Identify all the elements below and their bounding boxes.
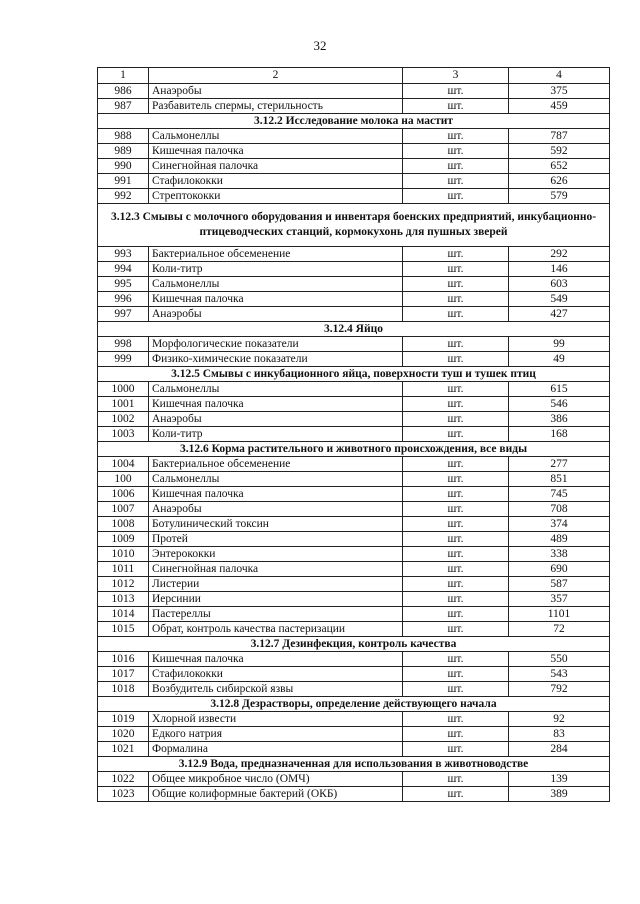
- unit-cell: шт.: [403, 99, 509, 114]
- price-cell: 1101: [509, 607, 610, 622]
- service-name: Анаэробы: [149, 84, 403, 99]
- price-cell: 851: [509, 472, 610, 487]
- price-cell: 489: [509, 532, 610, 547]
- unit-cell: шт.: [403, 337, 509, 352]
- service-name: Кишечная палочка: [149, 397, 403, 412]
- unit-cell: шт.: [403, 727, 509, 742]
- section-title: 3.12.7 Дезинфекция, контроль качества: [98, 637, 610, 652]
- section-heading-row: [98, 757, 610, 772]
- unit-cell: шт.: [403, 592, 509, 607]
- service-name: Синегнойная палочка: [149, 562, 403, 577]
- unit-cell: шт.: [403, 412, 509, 427]
- section-title: 3.12.6 Корма растительного и животного происхождения, все виды: [98, 442, 610, 457]
- table-row: [98, 277, 610, 292]
- service-name: Морфологические показатели: [149, 337, 403, 352]
- unit-cell: шт.: [403, 787, 509, 802]
- service-name: Формалина: [149, 742, 403, 757]
- row-number: 992: [98, 189, 149, 204]
- unit-cell: шт.: [403, 247, 509, 262]
- unit-cell: шт.: [403, 502, 509, 517]
- service-name: Возбудитель сибирской язвы: [149, 682, 403, 697]
- unit-cell: шт.: [403, 652, 509, 667]
- unit-cell: шт.: [403, 189, 509, 204]
- service-name: Кишечная палочка: [149, 652, 403, 667]
- price-cell: 587: [509, 577, 610, 592]
- section-heading-row: [98, 114, 610, 129]
- table-row: [98, 159, 610, 174]
- price-cell: 690: [509, 562, 610, 577]
- unit-cell: шт.: [403, 397, 509, 412]
- price-cell: 592: [509, 144, 610, 159]
- row-number: 1017: [98, 667, 149, 682]
- service-name: Кишечная палочка: [149, 144, 403, 159]
- table-row: [98, 307, 610, 322]
- section-heading-row: [98, 442, 610, 457]
- price-cell: 615: [509, 382, 610, 397]
- unit-cell: шт.: [403, 472, 509, 487]
- price-cell: 745: [509, 487, 610, 502]
- row-number: 994: [98, 262, 149, 277]
- row-number: 987: [98, 99, 149, 114]
- service-name: Анаэробы: [149, 502, 403, 517]
- table-row: [98, 622, 610, 637]
- row-number: 997: [98, 307, 149, 322]
- section-heading-row: [98, 697, 610, 712]
- unit-cell: шт.: [403, 577, 509, 592]
- price-cell: 459: [509, 99, 610, 114]
- table-row: [98, 607, 610, 622]
- unit-cell: шт.: [403, 382, 509, 397]
- service-name: Ботулинический токсин: [149, 517, 403, 532]
- row-number: 1011: [98, 562, 149, 577]
- unit-cell: шт.: [403, 352, 509, 367]
- price-cell: 357: [509, 592, 610, 607]
- service-name: Стрептококки: [149, 189, 403, 204]
- price-table-body: [98, 68, 610, 802]
- table-row: [98, 562, 610, 577]
- table-row: [98, 682, 610, 697]
- header-cell-3: 3: [403, 68, 509, 84]
- table-row: [98, 337, 610, 352]
- service-name: Физико-химические показатели: [149, 352, 403, 367]
- price-cell: 338: [509, 547, 610, 562]
- price-cell: 375: [509, 84, 610, 99]
- section-heading-row: [98, 637, 610, 652]
- table-row: [98, 99, 610, 114]
- table-row: [98, 84, 610, 99]
- row-number: 1014: [98, 607, 149, 622]
- table-row: [98, 247, 610, 262]
- section-heading-row: [98, 367, 610, 382]
- service-name: Анаэробы: [149, 412, 403, 427]
- unit-cell: шт.: [403, 682, 509, 697]
- price-cell: 708: [509, 502, 610, 517]
- unit-cell: шт.: [403, 307, 509, 322]
- row-number: 1016: [98, 652, 149, 667]
- row-number: 1006: [98, 487, 149, 502]
- row-number: 1008: [98, 517, 149, 532]
- row-number: 999: [98, 352, 149, 367]
- table-row: [98, 397, 610, 412]
- unit-cell: шт.: [403, 144, 509, 159]
- unit-cell: шт.: [403, 262, 509, 277]
- table-row: [98, 382, 610, 397]
- row-number: 1002: [98, 412, 149, 427]
- service-name: Сальмонеллы: [149, 382, 403, 397]
- service-name: Анаэробы: [149, 307, 403, 322]
- service-name: Стафилококки: [149, 667, 403, 682]
- unit-cell: шт.: [403, 772, 509, 787]
- service-name: Стафилококки: [149, 174, 403, 189]
- service-name: Синегнойная палочка: [149, 159, 403, 174]
- price-cell: 146: [509, 262, 610, 277]
- table-row: [98, 592, 610, 607]
- service-name: Энтерококки: [149, 547, 403, 562]
- price-cell: 72: [509, 622, 610, 637]
- section-title: 3.12.3 Смывы с молочного оборудования и инвентаря боенских предприятий, инкубационно-птицеводческих станций, кормокухонь для пушных зверей: [98, 204, 610, 247]
- header-row: [98, 68, 610, 84]
- service-name: Обрат, контроль качества пастеризации: [149, 622, 403, 637]
- header-cell-4: 4: [509, 68, 610, 84]
- row-number: 991: [98, 174, 149, 189]
- price-cell: 603: [509, 277, 610, 292]
- table-row: [98, 787, 610, 802]
- table-row: [98, 487, 610, 502]
- service-name: Разбавитель спермы, стерильность: [149, 99, 403, 114]
- row-number: 1000: [98, 382, 149, 397]
- service-name: Общее микробное число (ОМЧ): [149, 772, 403, 787]
- service-name: Бактериальное обсеменение: [149, 247, 403, 262]
- unit-cell: шт.: [403, 174, 509, 189]
- price-cell: 389: [509, 787, 610, 802]
- unit-cell: шт.: [403, 562, 509, 577]
- unit-cell: шт.: [403, 84, 509, 99]
- row-number: 1007: [98, 502, 149, 517]
- price-cell: 292: [509, 247, 610, 262]
- service-name: Коли-титр: [149, 427, 403, 442]
- table-row: [98, 457, 610, 472]
- table-row: [98, 772, 610, 787]
- unit-cell: шт.: [403, 742, 509, 757]
- table-row: [98, 712, 610, 727]
- row-number: 1018: [98, 682, 149, 697]
- unit-cell: шт.: [403, 487, 509, 502]
- row-number: 1009: [98, 532, 149, 547]
- price-cell: 652: [509, 159, 610, 174]
- table-row: [98, 174, 610, 189]
- service-name: Сальмонеллы: [149, 472, 403, 487]
- price-cell: 92: [509, 712, 610, 727]
- unit-cell: шт.: [403, 427, 509, 442]
- section-title: 3.12.5 Смывы с инкубационного яйца, поверхности туш и тушек птиц: [98, 367, 610, 382]
- service-name: Кишечная палочка: [149, 292, 403, 307]
- row-number: 996: [98, 292, 149, 307]
- table-row: [98, 129, 610, 144]
- unit-cell: шт.: [403, 622, 509, 637]
- service-name: Общие колиформные бактерий (ОКБ): [149, 787, 403, 802]
- price-cell: 579: [509, 189, 610, 204]
- table-row: [98, 144, 610, 159]
- price-cell: 139: [509, 772, 610, 787]
- table-row: [98, 517, 610, 532]
- price-cell: 792: [509, 682, 610, 697]
- table-row: [98, 412, 610, 427]
- row-number: 993: [98, 247, 149, 262]
- price-cell: 374: [509, 517, 610, 532]
- section-title: 3.12.8 Дезрастворы, определение действующего начала: [98, 697, 610, 712]
- row-number: 1015: [98, 622, 149, 637]
- row-number: 986: [98, 84, 149, 99]
- table-row: [98, 352, 610, 367]
- table-row: [98, 577, 610, 592]
- row-number: 989: [98, 144, 149, 159]
- row-number: 995: [98, 277, 149, 292]
- unit-cell: шт.: [403, 712, 509, 727]
- price-cell: 83: [509, 727, 610, 742]
- section-heading-row: [98, 322, 610, 337]
- unit-cell: шт.: [403, 517, 509, 532]
- row-number: 1001: [98, 397, 149, 412]
- row-number: 1013: [98, 592, 149, 607]
- row-number: 1003: [98, 427, 149, 442]
- table-row: [98, 652, 610, 667]
- service-name: Коли-титр: [149, 262, 403, 277]
- unit-cell: шт.: [403, 667, 509, 682]
- row-number: 998: [98, 337, 149, 352]
- unit-cell: шт.: [403, 159, 509, 174]
- table-row: [98, 742, 610, 757]
- service-name: Листерии: [149, 577, 403, 592]
- row-number: 1021: [98, 742, 149, 757]
- row-number: 1019: [98, 712, 149, 727]
- row-number: 1004: [98, 457, 149, 472]
- row-number: 988: [98, 129, 149, 144]
- section-title: 3.12.4 Яйцо: [98, 322, 610, 337]
- table-row: [98, 189, 610, 204]
- price-cell: 99: [509, 337, 610, 352]
- service-name: Сальмонеллы: [149, 129, 403, 144]
- table-row: [98, 532, 610, 547]
- price-cell: 550: [509, 652, 610, 667]
- table-row: [98, 292, 610, 307]
- price-cell: 386: [509, 412, 610, 427]
- unit-cell: шт.: [403, 547, 509, 562]
- row-number: 1012: [98, 577, 149, 592]
- header-cell-1: 1: [98, 68, 149, 84]
- price-cell: 543: [509, 667, 610, 682]
- unit-cell: шт.: [403, 277, 509, 292]
- row-number: 1023: [98, 787, 149, 802]
- price-cell: 626: [509, 174, 610, 189]
- service-name: Сальмонеллы: [149, 277, 403, 292]
- section-heading-row: [98, 204, 610, 247]
- unit-cell: шт.: [403, 607, 509, 622]
- row-number: 100: [98, 472, 149, 487]
- table-row: [98, 502, 610, 517]
- service-name: Кишечная палочка: [149, 487, 403, 502]
- unit-cell: шт.: [403, 129, 509, 144]
- price-cell: 546: [509, 397, 610, 412]
- table-row: [98, 547, 610, 562]
- service-name: Пастереллы: [149, 607, 403, 622]
- price-cell: 284: [509, 742, 610, 757]
- service-name: Едкого натрия: [149, 727, 403, 742]
- table-row: [98, 727, 610, 742]
- price-table: [97, 67, 610, 802]
- price-cell: 168: [509, 427, 610, 442]
- page-number: 32: [313, 38, 327, 53]
- row-number: 990: [98, 159, 149, 174]
- service-name: Протей: [149, 532, 403, 547]
- service-name: Хлорной извести: [149, 712, 403, 727]
- table-row: [98, 427, 610, 442]
- price-cell: 549: [509, 292, 610, 307]
- row-number: 1010: [98, 547, 149, 562]
- header-cell-2: 2: [149, 68, 403, 84]
- row-number: 1020: [98, 727, 149, 742]
- price-cell: 427: [509, 307, 610, 322]
- unit-cell: шт.: [403, 457, 509, 472]
- price-cell: 787: [509, 129, 610, 144]
- price-cell: 49: [509, 352, 610, 367]
- service-name: Бактериальное обсеменение: [149, 457, 403, 472]
- unit-cell: шт.: [403, 292, 509, 307]
- table-row: [98, 472, 610, 487]
- section-title: 3.12.2 Исследование молока на мастит: [98, 114, 610, 129]
- table-row: [98, 262, 610, 277]
- row-number: 1022: [98, 772, 149, 787]
- table-row: [98, 667, 610, 682]
- unit-cell: шт.: [403, 532, 509, 547]
- service-name: Иерсинии: [149, 592, 403, 607]
- section-title: 3.12.9 Вода, предназначенная для использования в животноводстве: [98, 757, 610, 772]
- price-cell: 277: [509, 457, 610, 472]
